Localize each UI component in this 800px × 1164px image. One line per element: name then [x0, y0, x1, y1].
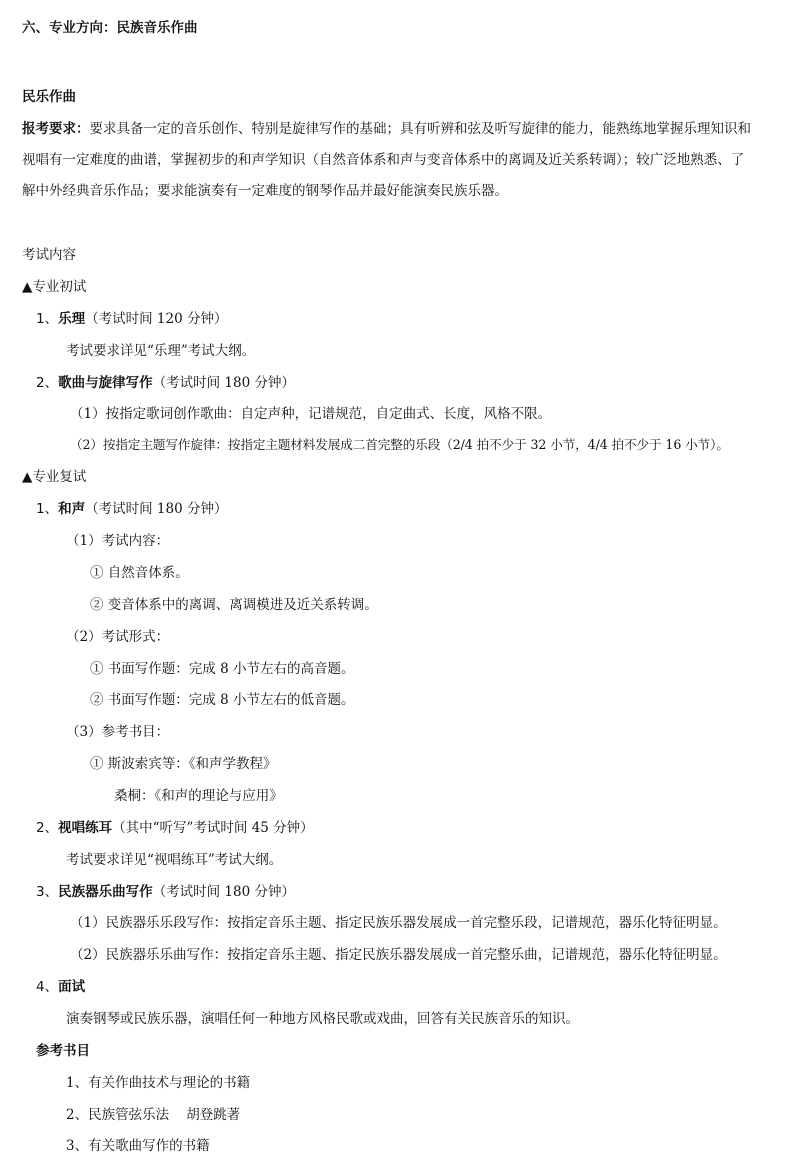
prelim-item-2-sub-1: （1）按指定歌词创作歌曲：自定声种，记谱规范，自定曲式、长度，风格不限。 [70, 406, 552, 422]
item-number: 2、 [36, 820, 59, 836]
composition-sub-1: （1）民族器乐乐段写作：按指定音乐主题、指定民族乐器发展成一首完整乐段，记谱规范，器乐化特征明显。 [70, 915, 727, 931]
harmony-book-2: 桑桐：《和声的理论与应用》 [114, 788, 283, 804]
harmony-content-item-1: ① 自然音体系。 [90, 565, 189, 581]
item-number: 3、 [36, 884, 59, 900]
section-heading: 六、专业方向：民族音乐作曲 [22, 20, 198, 36]
item-name: 民族器乐曲写作 [58, 884, 153, 900]
requirements-text-1: 要求具备一定的音乐创作、特别是旋律写作的基础；具有听辨和弦及听写旋律的能力，能熟练地掌握乐理知识和 [89, 121, 751, 137]
retest-solfege [36, 819, 314, 837]
requirements-line-1 [22, 120, 751, 138]
prelim-item-1 [36, 310, 227, 328]
composition-sub-2: （2）民族器乐乐曲写作：按指定音乐主题、指定民族乐器发展成一首完整乐曲，记谱规范，器乐化特征明显。 [70, 947, 727, 963]
harmony-books-label: （3）参考书目： [66, 724, 170, 740]
retest-title: ▲专业复试 [22, 469, 87, 485]
requirements-label: 报考要求： [22, 121, 90, 137]
item-note: （考试时间 180 分钟） [152, 884, 295, 900]
harmony-content-label: （1）考试内容： [66, 533, 170, 549]
exam-content-title: 考试内容 [22, 247, 76, 263]
retest-interview [36, 978, 85, 996]
retest-composition [36, 883, 295, 901]
prelim-item-2 [36, 374, 295, 392]
subheading: 民乐作曲 [22, 89, 76, 105]
harmony-form-item-1: ① 书面写作题：完成 8 小节左右的高音题。 [90, 661, 355, 677]
item-note: （考试时间 180 分钟） [85, 501, 228, 517]
item-number: 2、 [36, 375, 59, 391]
harmony-form-label: （2）考试形式： [66, 629, 170, 645]
harmony-form-item-2: ② 书面写作题：完成 8 小节左右的低音题。 [90, 692, 355, 708]
requirements-line-2: 视唱有一定难度的曲谱，掌握初步的和声学知识（自然音体系和声与变音体系中的离调及近关系转调）；较广泛地熟悉、了 [22, 152, 745, 168]
solfege-detail: 考试要求详见“视唱练耳”考试大纲。 [66, 852, 283, 868]
item-note: （考试时间 180 分钟） [152, 375, 295, 391]
item-number: 4、 [36, 979, 59, 995]
prelim-item-2-sub-2: （2）按指定主题写作旋律：按指定主题材料发展成二首完整的乐段（2/4 拍不少于 32 小节，4/4 拍不少于 16 小节）。 [70, 437, 729, 452]
retest-harmony [36, 500, 227, 518]
item-note: （其中“听写”考试时间 45 分钟） [112, 820, 314, 836]
item-name: 歌曲与旋律写作 [58, 375, 153, 391]
references-title: 参考书目 [36, 1043, 90, 1059]
item-number: 1、 [36, 311, 59, 327]
requirements-line-3: 解中外经典音乐作品；要求能演奏有一定难度的钢琴作品并最好能演奏民族乐器。 [22, 183, 508, 199]
prelim-item-1-detail: 考试要求详见“乐理”考试大纲。 [66, 343, 256, 359]
item-name: 和声 [58, 501, 86, 517]
reference-item-2: 2、民族管弦乐法 胡登跳著 [66, 1107, 241, 1123]
item-name: 乐理 [58, 311, 86, 327]
harmony-content-item-2: ② 变音体系中的离调、离调模进及近关系转调。 [90, 597, 378, 613]
harmony-book-1: ① 斯波索宾等：《和声学教程》 [90, 756, 277, 772]
preliminary-title: ▲专业初试 [22, 279, 87, 295]
item-name: 面试 [58, 979, 86, 995]
reference-item-1: 1、有关作曲技术与理论的书籍 [66, 1075, 251, 1091]
item-name: 视唱练耳 [58, 820, 113, 836]
interview-detail: 演奏钢琴或民族乐器，演唱任何一种地方风格民歌或戏曲，回答有关民族音乐的知识。 [66, 1011, 579, 1027]
item-note: （考试时间 120 分钟） [85, 311, 228, 327]
item-number: 1、 [36, 501, 59, 517]
reference-item-3: 3、有关歌曲写作的书籍 [66, 1138, 210, 1154]
